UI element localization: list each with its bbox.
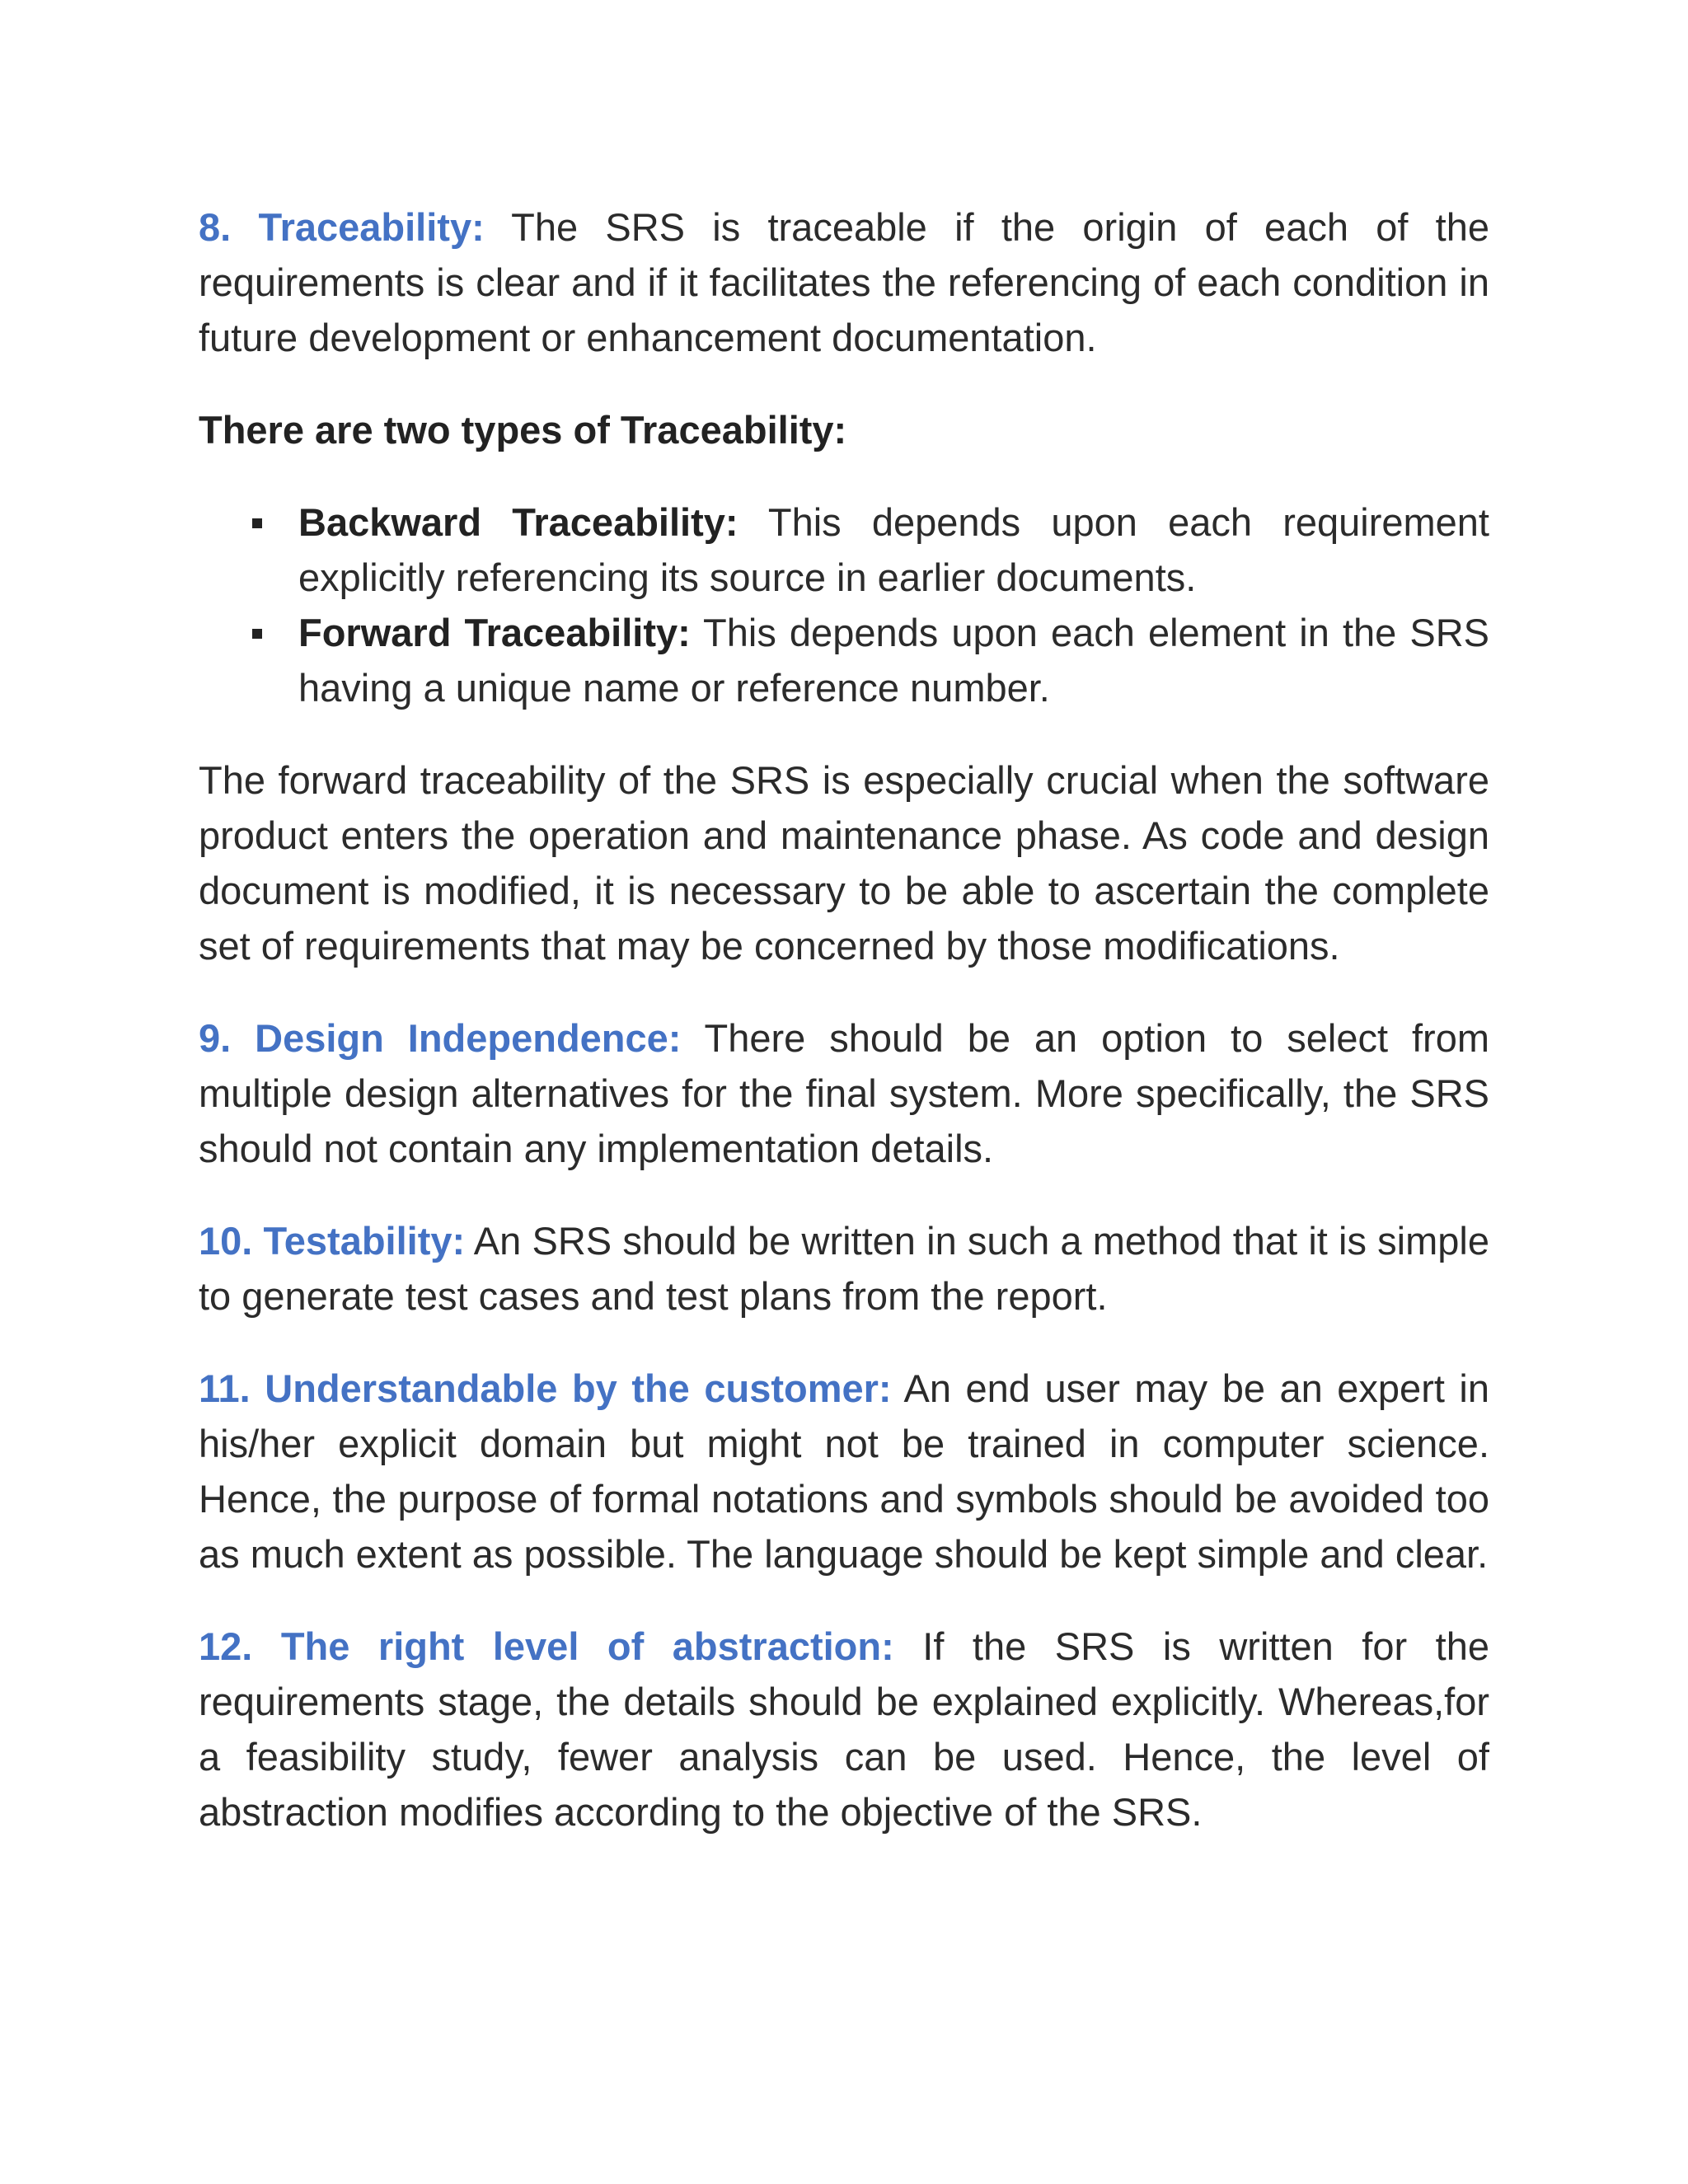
testability-text: An SRS should be written in such a method that it is simple to generate test cases and test plans from the report. [199, 1219, 1489, 1318]
testability-heading: 10. Testability: [199, 1219, 466, 1263]
backward-traceability-text: This depends upon each requirement explicitly referencing its source in earlier documents. [298, 500, 1489, 599]
square-bullet-icon [252, 629, 262, 639]
understandable-text: An end user may be an expert in his/her explicit domain but might not be trained in computer science. Hence, the purpose of formal notations and symbols should be avoided too as much extent as possible. The language should be kept simple and clear. [199, 1366, 1490, 1576]
design-independence-heading: 9. Design Independence: [199, 1016, 682, 1060]
understandable-paragraph [199, 1361, 1489, 1582]
abstraction-text: If the SRS is written for the requirements stage, the details should be explained explicitly. Whereas,for a feasibility study, fewer analysis can be used. Hence, the level of abstraction modifies according to the objective of the SRS. [199, 1624, 1489, 1834]
list-item-backward-traceability [199, 494, 1489, 605]
abstraction-heading: 12. The right level of abstraction: [199, 1624, 894, 1668]
forward-traceability-paragraph: The forward traceability of the SRS is especially crucial when the software product enters the operation and maintenance phase. As code and design document is modified, it is necessary to be able to ascertain the complete set of requirements that may be concerned by those modifications. [199, 758, 1489, 968]
list-item-forward-traceability [199, 605, 1489, 715]
traceability-text: The SRS is traceable if the origin of each of the requirements is clear and if it facilitates the referencing of each condition in future development or enhancement documentation. [199, 205, 1489, 359]
backward-traceability-label: Backward Traceability: [298, 500, 738, 544]
forward-traceability-text: This depends upon each element in the SRS having a unique name or reference number. [298, 611, 1489, 710]
square-bullet-icon [252, 518, 262, 528]
forward-traceability-label: Forward Traceability: [298, 611, 691, 654]
traceability-heading: 8. Traceability: [199, 205, 485, 249]
design-independence-paragraph [199, 1010, 1489, 1176]
abstraction-paragraph [199, 1619, 1489, 1840]
design-independence-text: There should be an option to select from multiple design alternatives for the final system. More specifically, the SRS should not contain any implementation details. [199, 1016, 1489, 1170]
traceability-paragraph [199, 199, 1489, 365]
testability-paragraph [199, 1213, 1489, 1324]
understandable-heading: 11. Understandable by the customer: [199, 1366, 892, 1410]
traceability-types-heading: There are two types of Traceability: [199, 408, 847, 452]
document-content [199, 199, 1489, 1877]
traceability-types-list [199, 494, 1489, 715]
